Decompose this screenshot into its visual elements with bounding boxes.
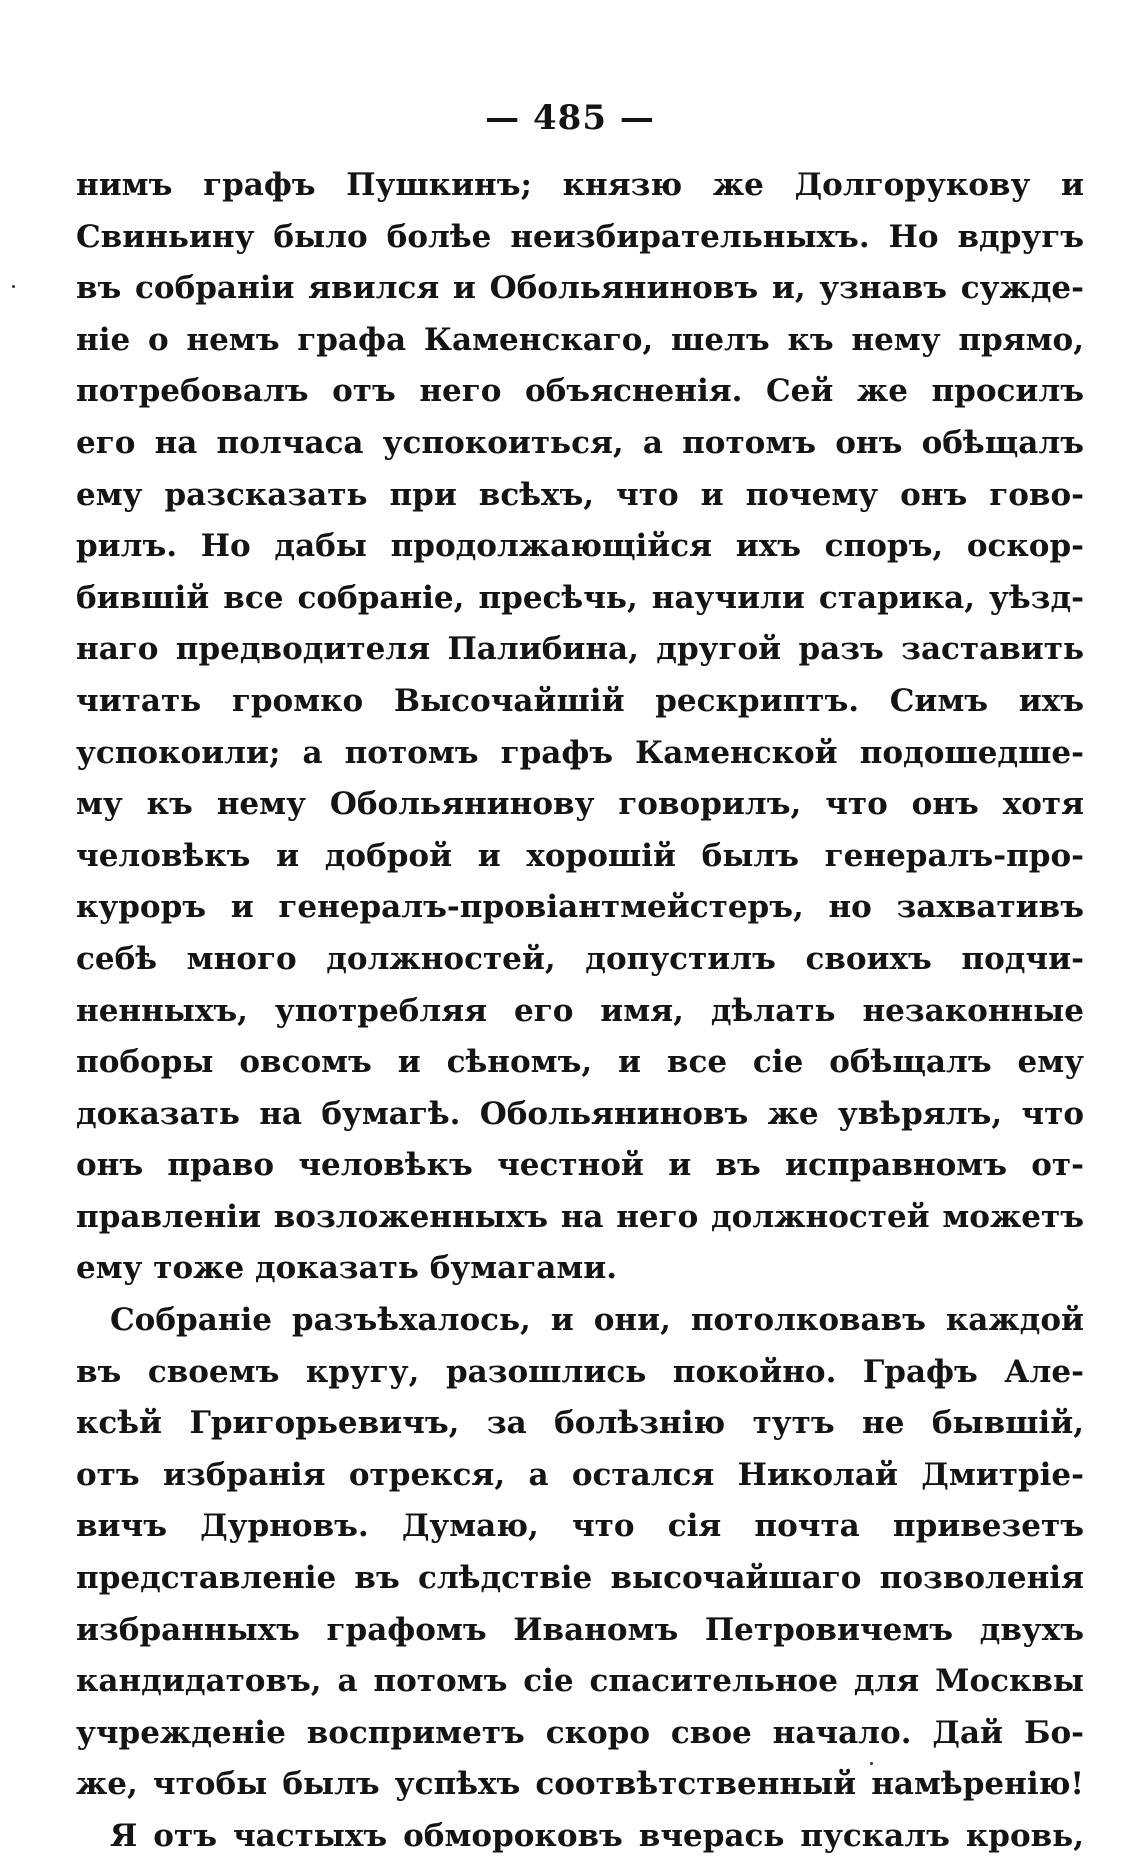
print-speck [12, 285, 15, 288]
text-line: ненныхъ, употребляя его имя, дѣлать незаконные [76, 992, 1084, 1029]
text-line: ксѣй Григорьевичъ, за болѣзнію тутъ не бывшій, [76, 1405, 1084, 1442]
text-line: онъ право человѣкъ честной и въ исправномъ от- [76, 1147, 1084, 1184]
text-line: учрежденіе восприметъ скоро свое начало. Дай Бо- [76, 1714, 1084, 1751]
text-line: представленіе въ слѣдствіе высочайшаго позволенія [76, 1560, 1084, 1597]
text-line: му къ нему Обольянинову говорилъ, что онъ хотя [76, 786, 1084, 823]
text-line: Я отъ частыхъ обмороковъ вчерась пускалъ кровь, [110, 1818, 1084, 1854]
text-line: потребовалъ отъ него объясненія. Сей же просилъ [76, 373, 1084, 410]
text-line: кандидатовъ, а потомъ сіе спасительное для Москвы [76, 1663, 1084, 1700]
page-number: — 485 — [485, 98, 655, 138]
text-line: избранныхъ графомъ Иваномъ Петровичемъ двухъ [76, 1611, 1084, 1648]
text-line: нимъ графъ Пушкинъ; князю же Долгорукову и [76, 167, 1084, 203]
text-line: человѣкъ и доброй и хорошій былъ генералъ-про- [76, 837, 1084, 874]
text-line: отъ избранія отрекся, а остался Николай Дмитріе- [76, 1456, 1084, 1493]
text-line: ніе о немъ графа Каменскаго, шелъ къ нему прямо, [76, 321, 1084, 358]
text-line: въ своемъ кругу, разошлись покойно. Графъ Але- [76, 1353, 1084, 1390]
text-line: доказать на бумагѣ. Обольяниновъ же увѣрялъ, что [76, 1095, 1084, 1132]
text-line: Собраніе разъѣхалось, и они, потолковавъ каждой [110, 1302, 1084, 1339]
text-line: ему тоже доказать бумагами. [76, 1250, 618, 1287]
text-line: поборы овсомъ и сѣномъ, и все сіе обѣщалъ ему [76, 1044, 1084, 1081]
text-line: его на полчаса успокоиться, а потомъ онъ обѣщалъ [76, 424, 1084, 461]
text-line: наго предводителя Палибина, другой разъ заставить [76, 631, 1084, 668]
text-line: куроръ и генералъ-провіантмейстеръ, но захвативъ [76, 889, 1084, 926]
text-line: читать громко Высочайшій рескриптъ. Симъ ихъ [76, 682, 1084, 719]
text-line: же, чтобы былъ успѣхъ соотвѣтственный намѣренію! [76, 1766, 1084, 1803]
text-line: въ собраніи явился и Обольяниновъ и, узнавъ сужде- [76, 270, 1084, 307]
text-line: ему разсказать при всѣхъ, что и почему онъ гово- [76, 476, 1084, 513]
text-line: бившій все собраніе, пресѣчь, научили старика, уѣзд- [76, 579, 1084, 616]
text-line: успокоили; а потомъ графъ Каменской подошедше- [76, 734, 1084, 771]
text-line: вичъ Дурновъ. Думаю, что сія почта привезетъ [76, 1508, 1084, 1545]
text-line: себѣ много должностей, допустилъ своихъ подчи- [76, 940, 1084, 977]
text-line: правленіи возложенныхъ на него должностей можетъ [76, 1198, 1084, 1235]
body-text [76, 160, 1084, 1863]
text-line: рилъ. Но дабы продолжающійся ихъ споръ, оскор- [76, 528, 1084, 565]
text-line: Свиньину было болѣе неизбирательныхъ. Но вдругъ [76, 218, 1084, 255]
print-speck [870, 1762, 873, 1765]
